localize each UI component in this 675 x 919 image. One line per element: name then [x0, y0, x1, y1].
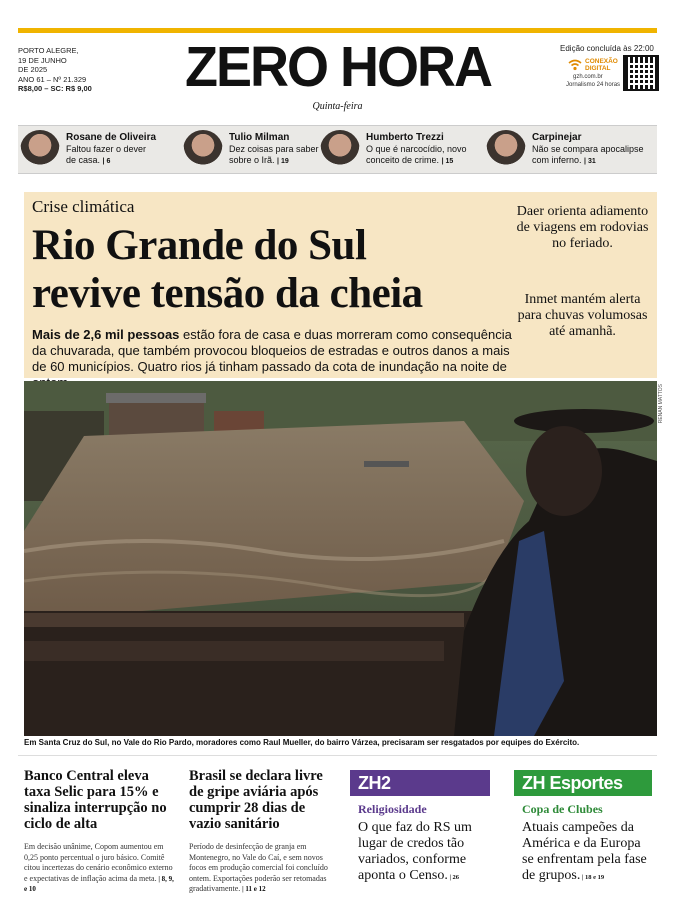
- story-body: Em decisão unânime, Copom aumentou em 0,25 ponto percentual o juro básico. Comitê citou incertezas do cenário econômico externo e expectativas de inflação acima da meta. | 8, 9, e 10: [24, 842, 174, 894]
- columnist-name: Tulio Milman: [229, 132, 290, 143]
- columnist-name: Carpinejar: [532, 132, 582, 143]
- zh2-logo: ZH2: [350, 770, 490, 796]
- story-selic[interactable]: [24, 768, 174, 895]
- tagline: Jornalismo 24 horas: [566, 82, 621, 88]
- lead-summary: Mais de 2,6 mil pessoas estão fora de casa e duas morreram como consequência da chuvarada, que também provocou bloqueios de estradas e outros danos a mais de 60 municípios. Quatro rios já tinham passado da cota de inundação na noite de: [32, 327, 512, 374]
- columnist-name: Humberto Trezzi: [366, 132, 444, 143]
- columnist-teaser: Faltou fazer o dever de casa.: [66, 144, 147, 165]
- page-ref: | 6: [102, 158, 111, 165]
- page-ref: | 15: [441, 158, 454, 165]
- zh-esportes-logo: ZH Esportes: [514, 770, 652, 796]
- avatar: [20, 130, 60, 170]
- columnist-humberto[interactable]: [320, 126, 471, 173]
- issue-number: ANO 61 – Nº 21.329: [18, 74, 87, 84]
- columnist-rosane[interactable]: [20, 126, 158, 173]
- photo-credit: RENAN MATTOS: [658, 384, 664, 424]
- price: R$8,00 – SC: R$ 9,00: [18, 84, 92, 93]
- columnist-tulio[interactable]: [183, 126, 327, 173]
- promo-kicker: Religiosidade: [358, 802, 427, 816]
- page-ref: | 31: [584, 158, 596, 165]
- lead-kicker: Crise climática: [32, 197, 135, 216]
- divider: [18, 755, 657, 756]
- photo-caption: Em Santa Cruz do Sul, no Vale do Rio Pardo, moradores como Raul Mueller, do bairro Várzea, precisaram ser resgatados por equipes do Exército.: [24, 738, 580, 747]
- promo-text: O que faz do RS um lugar de credos tão variados, conforme aponta o Censo. | 26: [358, 820, 472, 883]
- avatar: [486, 130, 526, 170]
- columnist-carpinejar[interactable]: [486, 126, 650, 173]
- top-accent-bar: [18, 28, 657, 33]
- columnist-teaser: Dez coisas para saber sobre o Irã.: [229, 144, 319, 165]
- lead-headline[interactable]: Rio Grande do Sul revive tensão da cheia: [32, 222, 423, 317]
- year: DE 2025: [18, 65, 48, 74]
- columnists-bar: [18, 125, 657, 174]
- avatar: [320, 130, 360, 170]
- story-gripe-aviaria[interactable]: [189, 768, 339, 895]
- page-ref: | 19: [277, 158, 289, 165]
- side-teaser-inmet[interactable]: Inmet mantém alerta para chuvas volumosas até amanhã.: [517, 292, 648, 339]
- weekday: Quinta-feira: [312, 101, 363, 112]
- qr-code-icon[interactable]: [625, 57, 657, 89]
- columnist-teaser: O que é narcocídio, novo conceito de crime.: [366, 144, 467, 165]
- promo-zh2[interactable]: [350, 770, 490, 890]
- story-headline: Banco Central eleva taxa Selic para 15% e sinaliza interrupção no ciclo de alta: [24, 768, 167, 832]
- issue-info: [18, 46, 92, 94]
- edition-time: Edição concluída às 22:00: [560, 44, 654, 53]
- city: PORTO ALEGRE,: [18, 46, 79, 55]
- promo-zh-esportes[interactable]: [514, 770, 654, 890]
- avatar: [183, 130, 223, 170]
- date: 19 DE JUNHO: [18, 55, 67, 65]
- masthead-logo: ZERO HORA: [185, 35, 491, 99]
- wifi-icon: [568, 59, 582, 71]
- promo-text: Atuais campeões da América e da Europa se enfrentam pela fase de grupos. | 18 e 19: [522, 820, 647, 883]
- site-url[interactable]: gzh.com.br: [573, 74, 603, 80]
- lead-photo: [24, 381, 657, 736]
- story-body: Período de desinfecção de granja em Montenegro, no Vale do Caí, e sem novos focos em produção comercial foi concluído ontem. Exportações poderão ser retomadas gradativamente. | 11 e 12: [189, 842, 328, 894]
- side-teaser-daer[interactable]: Daer orienta adiamento de viagens em rodovias no feriado.: [516, 204, 649, 251]
- conexao-digital: CONEXÃO DIGITAL: [568, 58, 618, 72]
- story-headline: Brasil se declara livre de gripe aviária após cumprir 28 dias de vazio sanitário: [189, 768, 323, 832]
- columnist-teaser: Não se compara apocalipse com inferno.: [532, 144, 644, 165]
- promo-kicker: Copa de Clubes: [522, 802, 603, 816]
- columnist-name: Rosane de Oliveira: [66, 132, 157, 143]
